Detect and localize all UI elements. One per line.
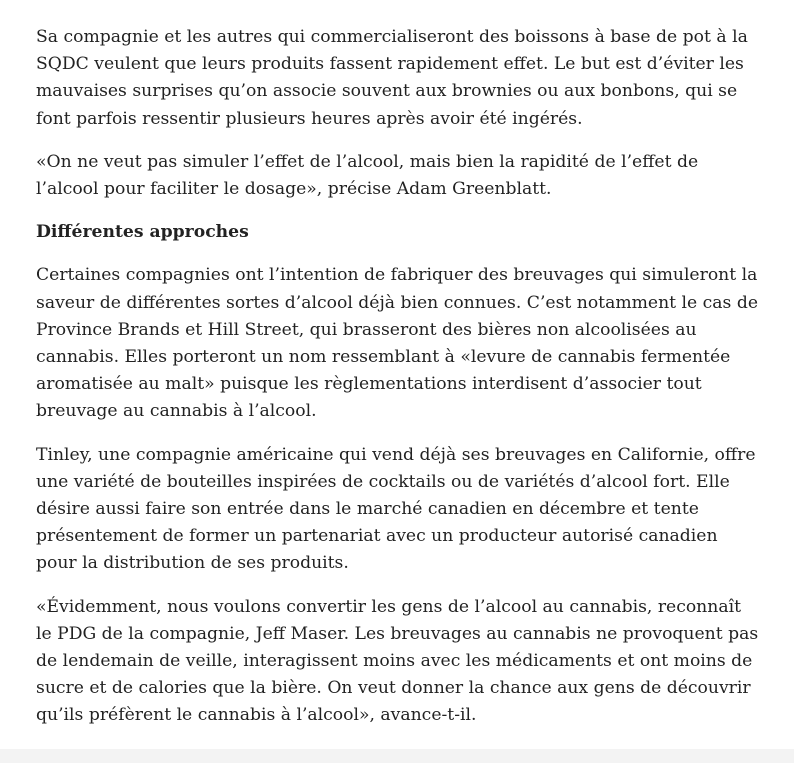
paragraph-1: Sa compagnie et les autres qui commercialiseront des boissons à base de pot à la SQDC veulent que leurs produits fassent rapidement effet. Le but est d’éviter les mauvaises surprises qu’on associe souvent aux brownies ou aux bonbons, qui se font parfois ressentir plusieurs heures après avoir été ingérés. — [36, 27, 748, 129]
paragraph-2: «On ne veut pas simuler l’effet de l’alcool, mais bien la rapidité de l’effet de l’alcool pour faciliter le dosage», précise Adam Greenblatt. — [36, 151, 699, 200]
paragraph-3: Certaines compagnies ont l’intention de fabriquer des breuvages qui simuleront la saveur de différentes sortes d’alcool déjà bien connues. C’est notamment le cas de Province Brands et Hill Street, qui brasseront des bières non alcoolisées au cannabis. Elles porteront un nom ressemblant à «levure de cannabis fermentée aromatisée au malt» puisque les règlementations interdisent d’associer tout breuvage au cannabis à l’alcool. — [36, 265, 759, 422]
bottom-edge-band — [0, 749, 794, 763]
paragraph-5: «Évidemment, nous voulons convertir les gens de l’alcool au cannabis, reconnaît le PDG de la compagnie, Jeff Maser. Les breuvages au cannabis ne provoquent pas de lendemain de veille, interagissent moins avec les médicaments et ont moins de sucre et de calories que la bière. On veut donner la chance aux gens de découvrir qu’ils préfèrent le cannabis à l’alcool», avance-t-il. — [36, 596, 759, 726]
section-subheading: Différentes approches — [36, 222, 249, 243]
article-body — [32, 24, 762, 746]
paragraph-4: Tinley, une compagnie américaine qui vend déjà ses breuvages en Californie, offre une variété de bouteilles inspirées de cocktails ou de variétés d’alcool fort. Elle désire aussi faire son entrée dans le marché canadien en décembre et tente présentement de former un partenariat avec un producteur autorisé canadien pour la distribution de ses produits. — [36, 444, 756, 574]
